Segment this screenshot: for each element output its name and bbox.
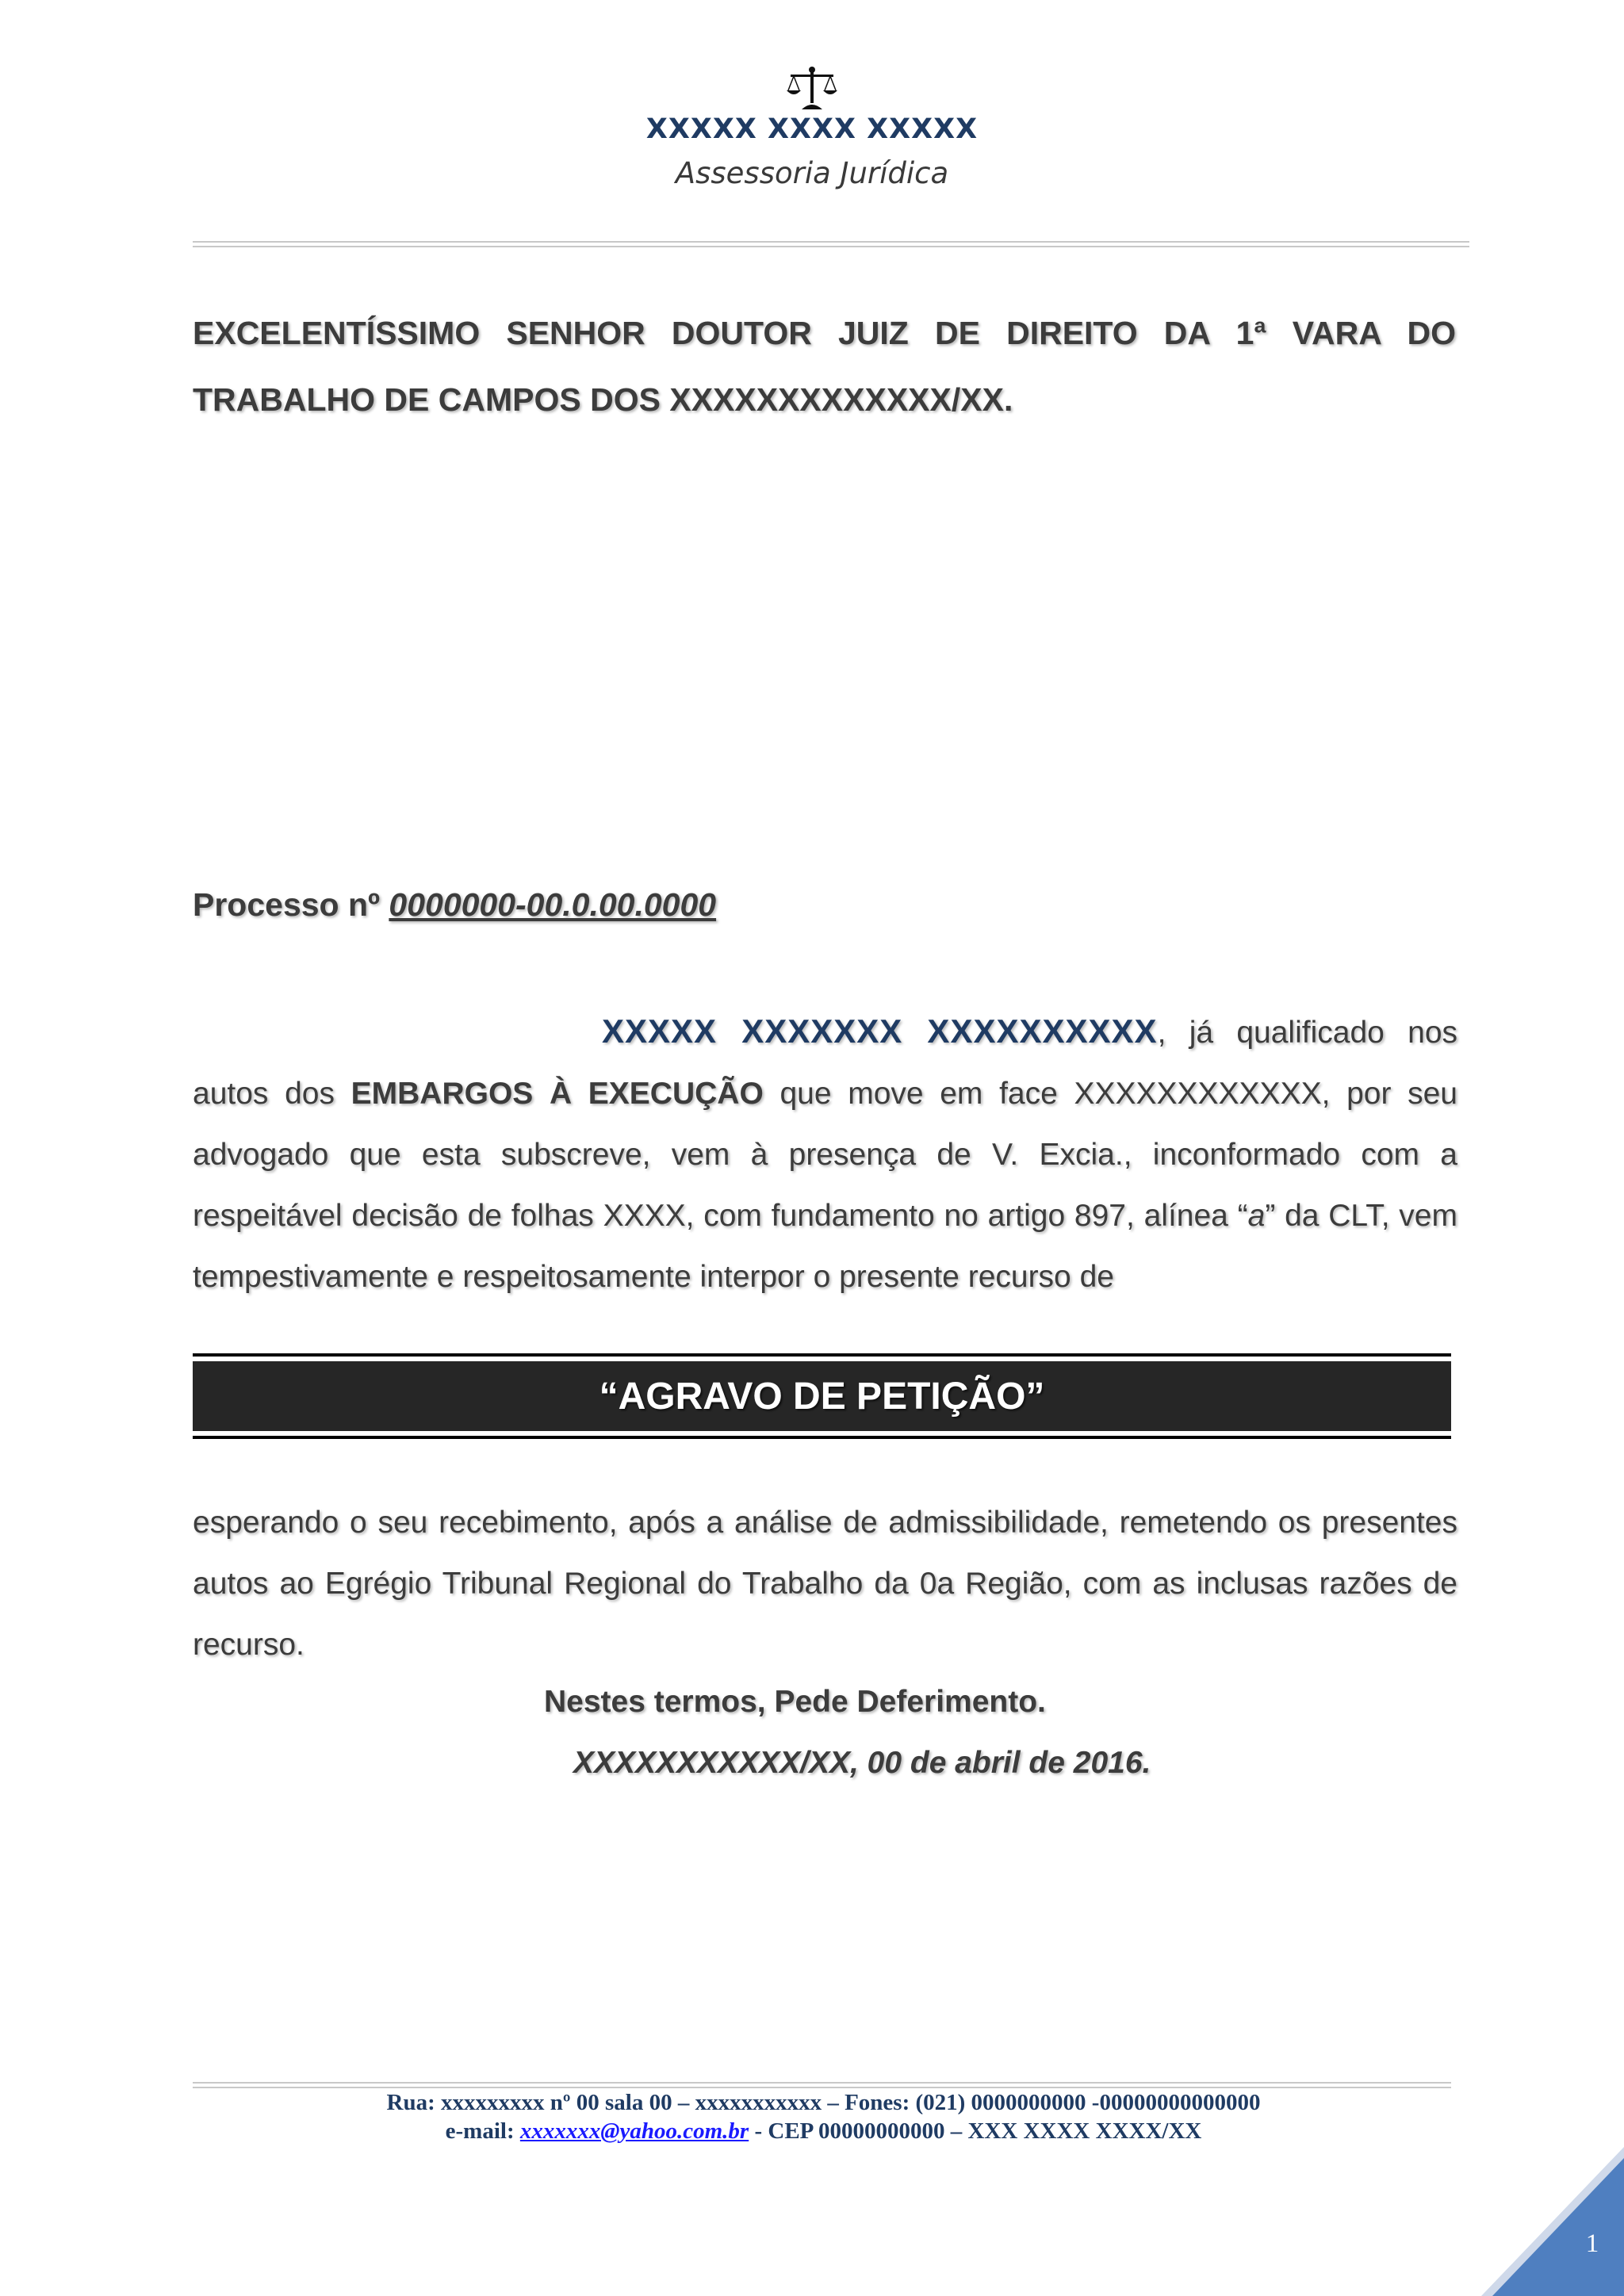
page-number: 1 xyxy=(1585,2229,1599,2258)
footer-contact xyxy=(0,2118,1624,2145)
title-banner-text: “AGRAVO DE PETIÇÃO” xyxy=(599,1375,1045,1418)
paragraph-text: que move em face XXXXXXXXXXXX, por seu advogado que esta subscreve, vem à presença de V. Excia., inconformado com a respeitável decisão de folhas XXXX, com fundamento no artigo 897, alínea “ xyxy=(193,1077,1457,1233)
footer-cep: - CEP 00000000000 – XXX XXXX XXXX/XX xyxy=(749,2118,1202,2144)
page-corner-decoration xyxy=(1481,2147,1624,2296)
request-paragraph: esperando o seu recebimento, após a análise de admissibilidade, remetendo os presentes autos ao Egrégio Tribunal Regional do Trabalho da 0a Região, com as inclusas razões de recurso. xyxy=(193,1506,1457,1662)
party-name: XXXXX XXXXXXX XXXXXXXXXX xyxy=(602,1012,1158,1050)
action-name: EMBARGOS À EXECUÇÃO xyxy=(350,1077,764,1111)
footer-address: Rua: xxxxxxxxx nº 00 sala 00 – xxxxxxxxxxx – Fones: (021) 0000000000 -00000000000000 xyxy=(386,2090,1261,2115)
closing-line: Nestes termos, Pede Deferimento. xyxy=(544,1685,1046,1719)
header-divider xyxy=(193,241,1469,247)
email-link[interactable]: xxxxxxx@yahoo.com.br xyxy=(519,2118,749,2144)
scales-of-justice-icon xyxy=(786,67,838,111)
paragraph-text: , já qualificado nos autos dos xyxy=(193,1016,1458,1111)
footer-divider xyxy=(193,2082,1451,2088)
title-banner xyxy=(193,1353,1451,1439)
case-number: 0000000-00.0.00.0000 xyxy=(389,886,717,923)
case-number-line xyxy=(193,886,716,924)
case-number-label: Processo nº xyxy=(193,886,389,923)
addressee-heading: EXCELENTÍSSIMO SENHOR DOUTOR JUIZ DE DIREITO DA 1ª VARA DO TRABALHO DE CAMPOS DOS XXXXXXXXXXXXX/XX. xyxy=(193,315,1456,418)
email-label: e-mail: xyxy=(445,2118,520,2144)
petition-paragraph xyxy=(193,1001,1457,1307)
firm-subtitle: Assessoria Jurídica xyxy=(675,156,949,190)
firm-name: XXXXX XXXX XXXXX xyxy=(645,113,979,145)
alinea-letter: a xyxy=(1247,1199,1266,1233)
paragraph-text: ” da CLT, vem tempestivamente e respeitosamente interpor o presente recurso de xyxy=(193,1199,1457,1294)
place-date-line: XXXXXXXXXXX/XX, 00 de abril de 2016. xyxy=(573,1746,1151,1780)
